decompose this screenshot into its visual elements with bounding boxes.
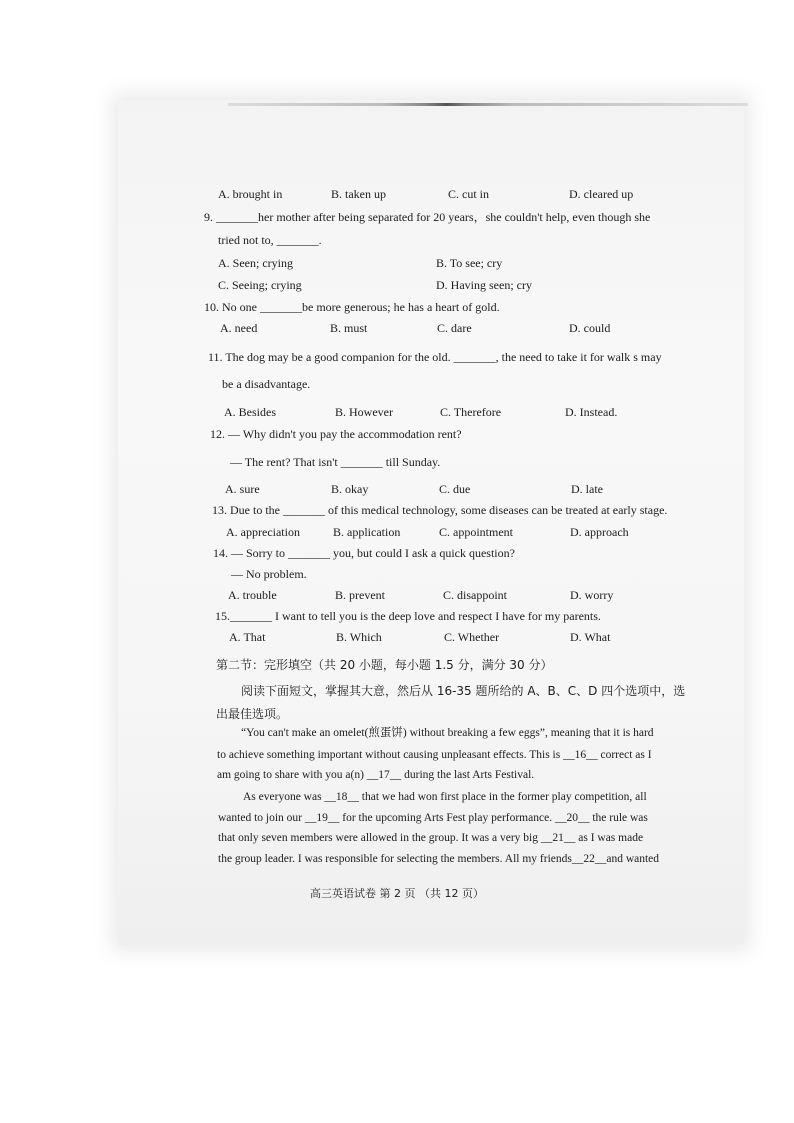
q8-option-b: B. taken up: [331, 187, 386, 201]
q8-option-a: A. brought in: [218, 187, 283, 201]
q10-option-a: A. need: [220, 321, 258, 335]
q14-option-a: A. trouble: [228, 588, 277, 602]
q9-option-b: B. To see; cry: [436, 256, 503, 270]
q11-option-d: D. Instead.: [565, 405, 618, 419]
q11-option-c: C. Therefore: [440, 405, 502, 419]
passage-line-6: that only seven members were allowed in the group. It was a very big __21__ as I was made: [218, 832, 644, 844]
q15-option-d: D. What: [570, 630, 611, 644]
q8-option-d: D. cleared up: [569, 187, 634, 201]
q14-option-b: B. prevent: [335, 588, 385, 602]
passage-line-7: the group leader. I was responsible for selecting the members. All my friends__22__and wanted: [218, 853, 660, 865]
passage-line-4: As everyone was __18__ that we had won first place in the former play competition, all: [243, 791, 647, 803]
passage-line-2: to achieve something important without causing unpleasant effects. This is __16__ correct as I: [217, 749, 652, 761]
q9-stem-line1: 9. _______her mother after being separated for 20 years，she couldn't help, even though she: [204, 210, 651, 224]
q13-stem: 13. Due to the _______ of this medical technology, some diseases can be treated at early stage.: [212, 503, 668, 517]
q11-option-a: A. Besides: [224, 405, 276, 419]
q9-option-d: D. Having seen; cry: [436, 278, 532, 292]
q12-option-d: D. late: [571, 482, 603, 496]
q9-option-c: C. Seeing; crying: [218, 278, 302, 292]
q9-option-a: A. Seen; crying: [218, 256, 293, 270]
q13-option-c: C. appointment: [439, 525, 513, 539]
q12-option-c: C. due: [439, 482, 471, 496]
q11-stem-line2: be a disadvantage.: [222, 377, 311, 391]
q11-option-b: B. However: [335, 405, 393, 419]
q14-stem-line1: 14. — Sorry to _______ you, but could I ask a quick question?: [213, 546, 515, 560]
section2-heading: 第二节：完形填空（共 20 小题，每小题 1.5 分，满分 30 分）: [216, 658, 553, 672]
passage-line-5: wanted to join our __19__ for the upcoming Arts Fest play performance. __20__ the rule was: [218, 812, 648, 824]
q13-option-d: D. approach: [570, 525, 629, 539]
section2-instructions-line2: 出最佳选项。: [216, 707, 289, 721]
section2-instructions-line1: 阅读下面短文，掌握其大意，然后从 16-35 题所给的 A、B、C、D 四个选项中，选: [241, 684, 686, 698]
passage-line-1: “You can't make an omelet(煎蛋饼) without breaking a few eggs”, meaning that it is hard: [241, 727, 654, 739]
q11-stem-line1: 11. The dog may be a good companion for the old. _______, the need to take it for walk s may: [208, 350, 662, 364]
q13-option-a: A. appreciation: [226, 525, 300, 539]
q14-option-c: C. disappoint: [443, 588, 508, 602]
q15-option-c: C. Whether: [444, 630, 500, 644]
q10-option-b: B. must: [330, 321, 368, 335]
passage-line-3: am going to share with you a(n) __17__ during the last Arts Festival.: [217, 769, 535, 781]
scan-edge-line: [228, 103, 748, 106]
q15-option-b: B. Which: [336, 630, 382, 644]
q14-option-d: D. worry: [570, 588, 614, 602]
q12-option-a: A. sure: [225, 482, 260, 496]
q12-stem-line2: — The rent? That isn't _______ till Sunday.: [230, 455, 441, 469]
q10-option-d: D. could: [569, 321, 611, 335]
page-footer: 高三英语试卷 第 2 页 （共 12 页）: [310, 887, 484, 900]
q15-option-a: A. That: [229, 630, 266, 644]
q12-stem-line1: 12. — Why didn't you pay the accommodation rent?: [210, 427, 462, 441]
q9-stem-line2: tried not to, _______.: [218, 233, 322, 247]
q10-stem: 10. No one _______be more generous; he has a heart of gold.: [204, 300, 500, 314]
q8-option-c: C. cut in: [448, 187, 489, 201]
q14-stem-line2: — No problem.: [231, 567, 307, 581]
q10-option-c: C. dare: [437, 321, 472, 335]
q13-option-b: B. application: [333, 525, 401, 539]
q15-stem: 15._______ I want to tell you is the deep love and respect I have for my parents.: [215, 609, 601, 623]
q12-option-b: B. okay: [331, 482, 369, 496]
